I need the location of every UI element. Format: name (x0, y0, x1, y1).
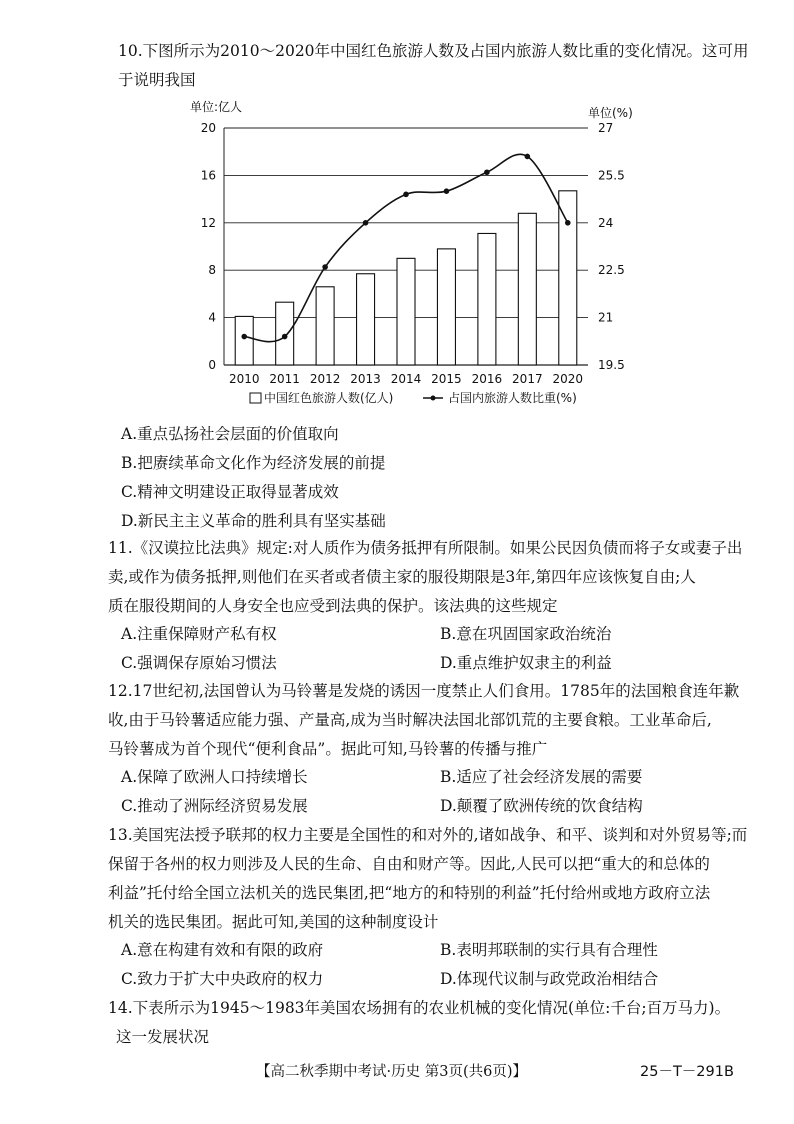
page-footer: 【高二秋季期中考试·历史 第3页(共6页)】 (256, 1064, 527, 1080)
share-point-2016 (484, 169, 490, 175)
q12-line-2: 收,由于马铃薯适应能力强、产量高,成为当时解决法国北部饥荒的主要食粮。工业革命后, (108, 711, 712, 729)
q11-option-a[interactable]: A.注重保障财产私有权 (121, 625, 277, 643)
left-tick-4: 4 (208, 310, 216, 325)
q12-line-1: 12.17世纪初,法国曾认为马铃薯是发烧的诱因一度禁止人们食用。1785年的法国粮食连年歉 (108, 682, 740, 700)
x-tick-2020: 2020 (552, 372, 584, 386)
q10-option-c[interactable]: C.精神文明建设正取得显著成效 (121, 483, 339, 501)
bar-2010 (235, 316, 253, 365)
q13-line-1: 13.美国宪法授予联邦的权力主要是全国性的和对外的,诸如战争、和平、谈判和对外贸易等;而 (108, 826, 748, 844)
q14-line-1: 14.下表所示为1945～1983年美国农场拥有的农业机械的变化情况(单位:千台;百万马力)。 (108, 999, 731, 1017)
q10-option-b[interactable]: B.把赓续革命文化作为经济发展的前提 (121, 454, 386, 472)
right-tick-21: 21 (598, 310, 614, 325)
left-tick-12: 12 (200, 215, 216, 230)
q13-line-3: 利益”托付给全国立法机关的选民集团,把“地方的和特别的利益”托付给州或地方政府立法 (108, 884, 711, 902)
right-tick-24: 24 (598, 215, 614, 230)
q12-option-b[interactable]: B.适应了社会经济发展的需要 (440, 768, 643, 786)
q11-option-c[interactable]: C.强调保存原始习惯法 (121, 654, 277, 672)
q11-option-d[interactable]: D.重点维护奴隶主的利益 (440, 654, 612, 672)
legend-line-label: 占国内旅游人数比重(%) (448, 391, 577, 405)
share-point-2010 (241, 334, 247, 340)
left-tick-20: 20 (200, 121, 216, 135)
red-tourism-chart (190, 90, 633, 415)
q11-option-b[interactable]: B.意在巩固国家政治统治 (440, 625, 612, 643)
q11-line-3: 质在服役期间的人身安全也应受到法典的保护。该法典的这些规定 (108, 597, 558, 615)
bar-2015 (437, 249, 455, 365)
q10-line-2: 于说明我国 (118, 71, 196, 89)
x-tick-2013: 2013 (350, 372, 381, 386)
q13-stem (108, 821, 747, 937)
q13-option-a[interactable]: A.意在构建有效和有限的政府 (121, 941, 324, 959)
share-point-2014 (403, 192, 409, 198)
right-tick-27: 27 (598, 121, 614, 135)
left-tick-8: 8 (208, 263, 216, 278)
chart-left-unit: 单位:亿人 (190, 100, 243, 114)
bar-2011 (276, 302, 294, 365)
q12-option-c[interactable]: C.推动了洲际经济贸易发展 (121, 797, 308, 815)
q13-option-b[interactable]: B.表明邦联制的实行具有合理性 (440, 941, 658, 959)
q14-stem (108, 994, 730, 1052)
q12-option-a[interactable]: A.保障了欧洲人口持续增长 (121, 768, 308, 786)
q14-line-2: 这一发展状况 (116, 1028, 210, 1046)
q11-line-1: 11.《汉谟拉比法典》规定:对人质作为债务抵押有所限制。如果公民因负债而将子女或妻子出 (108, 539, 743, 557)
x-tick-2012: 2012 (309, 372, 341, 386)
legend-line-marker (431, 396, 436, 401)
share-point-2013 (363, 220, 369, 226)
q10-option-a[interactable]: A.重点弘扬社会层面的价值取向 (121, 425, 339, 443)
x-tick-2017: 2017 (512, 372, 543, 386)
q11-stem (108, 534, 742, 621)
legend-bar-swatch (250, 393, 261, 403)
q12-stem (108, 677, 739, 764)
q10-option-d[interactable]: D.新民主主义革命的胜利具有坚实基础 (121, 512, 386, 530)
q12-line-3: 马铃薯成为首个现代“便利食品”。据此可知,马铃薯的传播与推广 (108, 740, 548, 758)
share-point-2020 (565, 220, 571, 226)
q10-line-1: 10.下图所示为2010～2020年中国红色旅游人数及占国内旅游人数比重的变化情况。这可用 (118, 42, 749, 60)
x-tick-2011: 2011 (269, 372, 300, 386)
x-tick-2016: 2016 (471, 372, 503, 386)
bar-2013 (357, 274, 375, 365)
x-tick-2010: 2010 (228, 372, 260, 386)
x-tick-2014: 2014 (390, 372, 422, 386)
chart-right-unit: 单位(%) (588, 106, 633, 120)
q11-line-2: 卖,或作为债务抵押,则他们在买者或者债主家的服役期限是3年,第四年应该恢复自由;人 (108, 568, 696, 586)
bar-2017 (518, 213, 536, 365)
bar-2012 (316, 287, 334, 365)
right-tick-25.5: 25.5 (598, 168, 625, 183)
x-tick-2015: 2015 (431, 372, 462, 386)
share-point-2017 (525, 154, 531, 160)
right-tick-22.5: 22.5 (598, 263, 625, 278)
q13-option-d[interactable]: D.体现代议制与政党政治相结合 (440, 970, 659, 988)
left-tick-0: 0 (208, 358, 216, 372)
bar-2014 (397, 258, 415, 365)
bar-2016 (478, 233, 496, 365)
q10-stem (118, 37, 749, 95)
exam-code: 25－T－291B (640, 1064, 734, 1080)
share-point-2011 (282, 334, 288, 340)
right-tick-19.5: 19.5 (598, 358, 625, 372)
bar-2020 (559, 191, 577, 365)
q12-option-d[interactable]: D.颠覆了欧洲传统的饮食结构 (440, 797, 643, 815)
share-point-2012 (322, 264, 328, 270)
q13-line-2: 保留于各州的权力则涉及人民的生命、自由和财产等。因此,人民可以把“重大的和总体的 (108, 855, 710, 873)
share-point-2015 (444, 188, 450, 194)
legend-bar-label: 中国红色旅游人数(亿人) (264, 391, 394, 405)
left-tick-16: 16 (200, 168, 216, 183)
q13-line-4: 机关的选民集团。据此可知,美国的这种制度设计 (108, 913, 439, 931)
q13-option-c[interactable]: C.致力于扩大中央政府的权力 (121, 970, 324, 988)
